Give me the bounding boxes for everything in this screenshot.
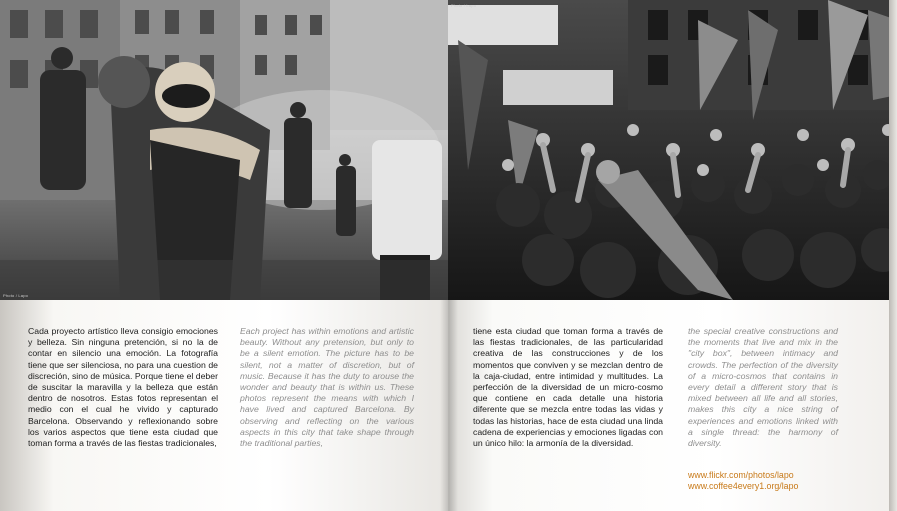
- left-page: [0, 0, 448, 511]
- photo-credit: Photo / Lapo: [451, 3, 477, 8]
- street-protest-illustration: [0, 0, 448, 300]
- english-paragraph-right: the special creative constructions and the moments that live and mix in the "city box", between intimacy and crowds. The perfection of the diversity of a micro-cosmos that contains in every detail a different story that is mixed between all life and all stories, makes this city a nice string of experiences and emotions linked with a single thread: the harmony of diversity.: [688, 326, 838, 449]
- street-protest-photo: [0, 0, 448, 300]
- coffee4every1-link[interactable]: www.coffee4every1.org/lapo: [688, 481, 799, 491]
- spanish-paragraph-right: tiene esta ciudad que toman forma a través de las fiestas tradicionales, de las particularidad creativa de las construcciones y de los momentos que conviven y se mezclan dentro de la caja-ciudad, entre intimidad y multitudes. La perfección de la diversidad de un micro-cosmo que contiene en cada detalle una historia diferente que se mezcla entre todas las vidas y todas las historias, hace de esta ciudad una linda cadena de experiencias y emociones ligadas con un único hilo: la armonía de la diversidad.: [473, 326, 663, 449]
- crowd-fists-illustration: [448, 0, 897, 300]
- flickr-link[interactable]: www.flickr.com/photos/lapo: [688, 470, 794, 480]
- crowd-fists-photo: [448, 0, 897, 300]
- english-paragraph-left: Each project has within emotions and artistic beauty. Without any pretension, but only to be a silent emotion. The picture has to be silent, not a matter of discretion, but of music. Because it has the duty to arouse the wonder and beauty that is within us. These photos represent the means with which I have lived and captured Barcelona. By observing and reflecting on the various aspects in this city that take shape through the traditional parties,: [240, 326, 414, 449]
- page-edge: [889, 0, 897, 511]
- photo-credit: Photo / Lapo: [3, 293, 29, 298]
- page-gutter: [440, 300, 458, 511]
- spanish-paragraph-left: Cada proyecto artístico lleva consigio emociones y belleza. Sin ninguna pretención, si no la de contar en silencio una emoción. La fotografía tiene que ser silenciosa, no para una cuestion de discreción, sino de música. Porque tiene el deber de suscitar la maravilla y la belleza que están dentro de nosotros. Estas fotos representan el medio con el cual he vivido y capturado Barcelona. Observando y reflexionando sobre los varios aspectos que tiene esta ciudad que toman forma a través de las fiestas tradicionales,: [28, 326, 218, 449]
- right-page: [448, 0, 897, 511]
- links: [688, 470, 798, 492]
